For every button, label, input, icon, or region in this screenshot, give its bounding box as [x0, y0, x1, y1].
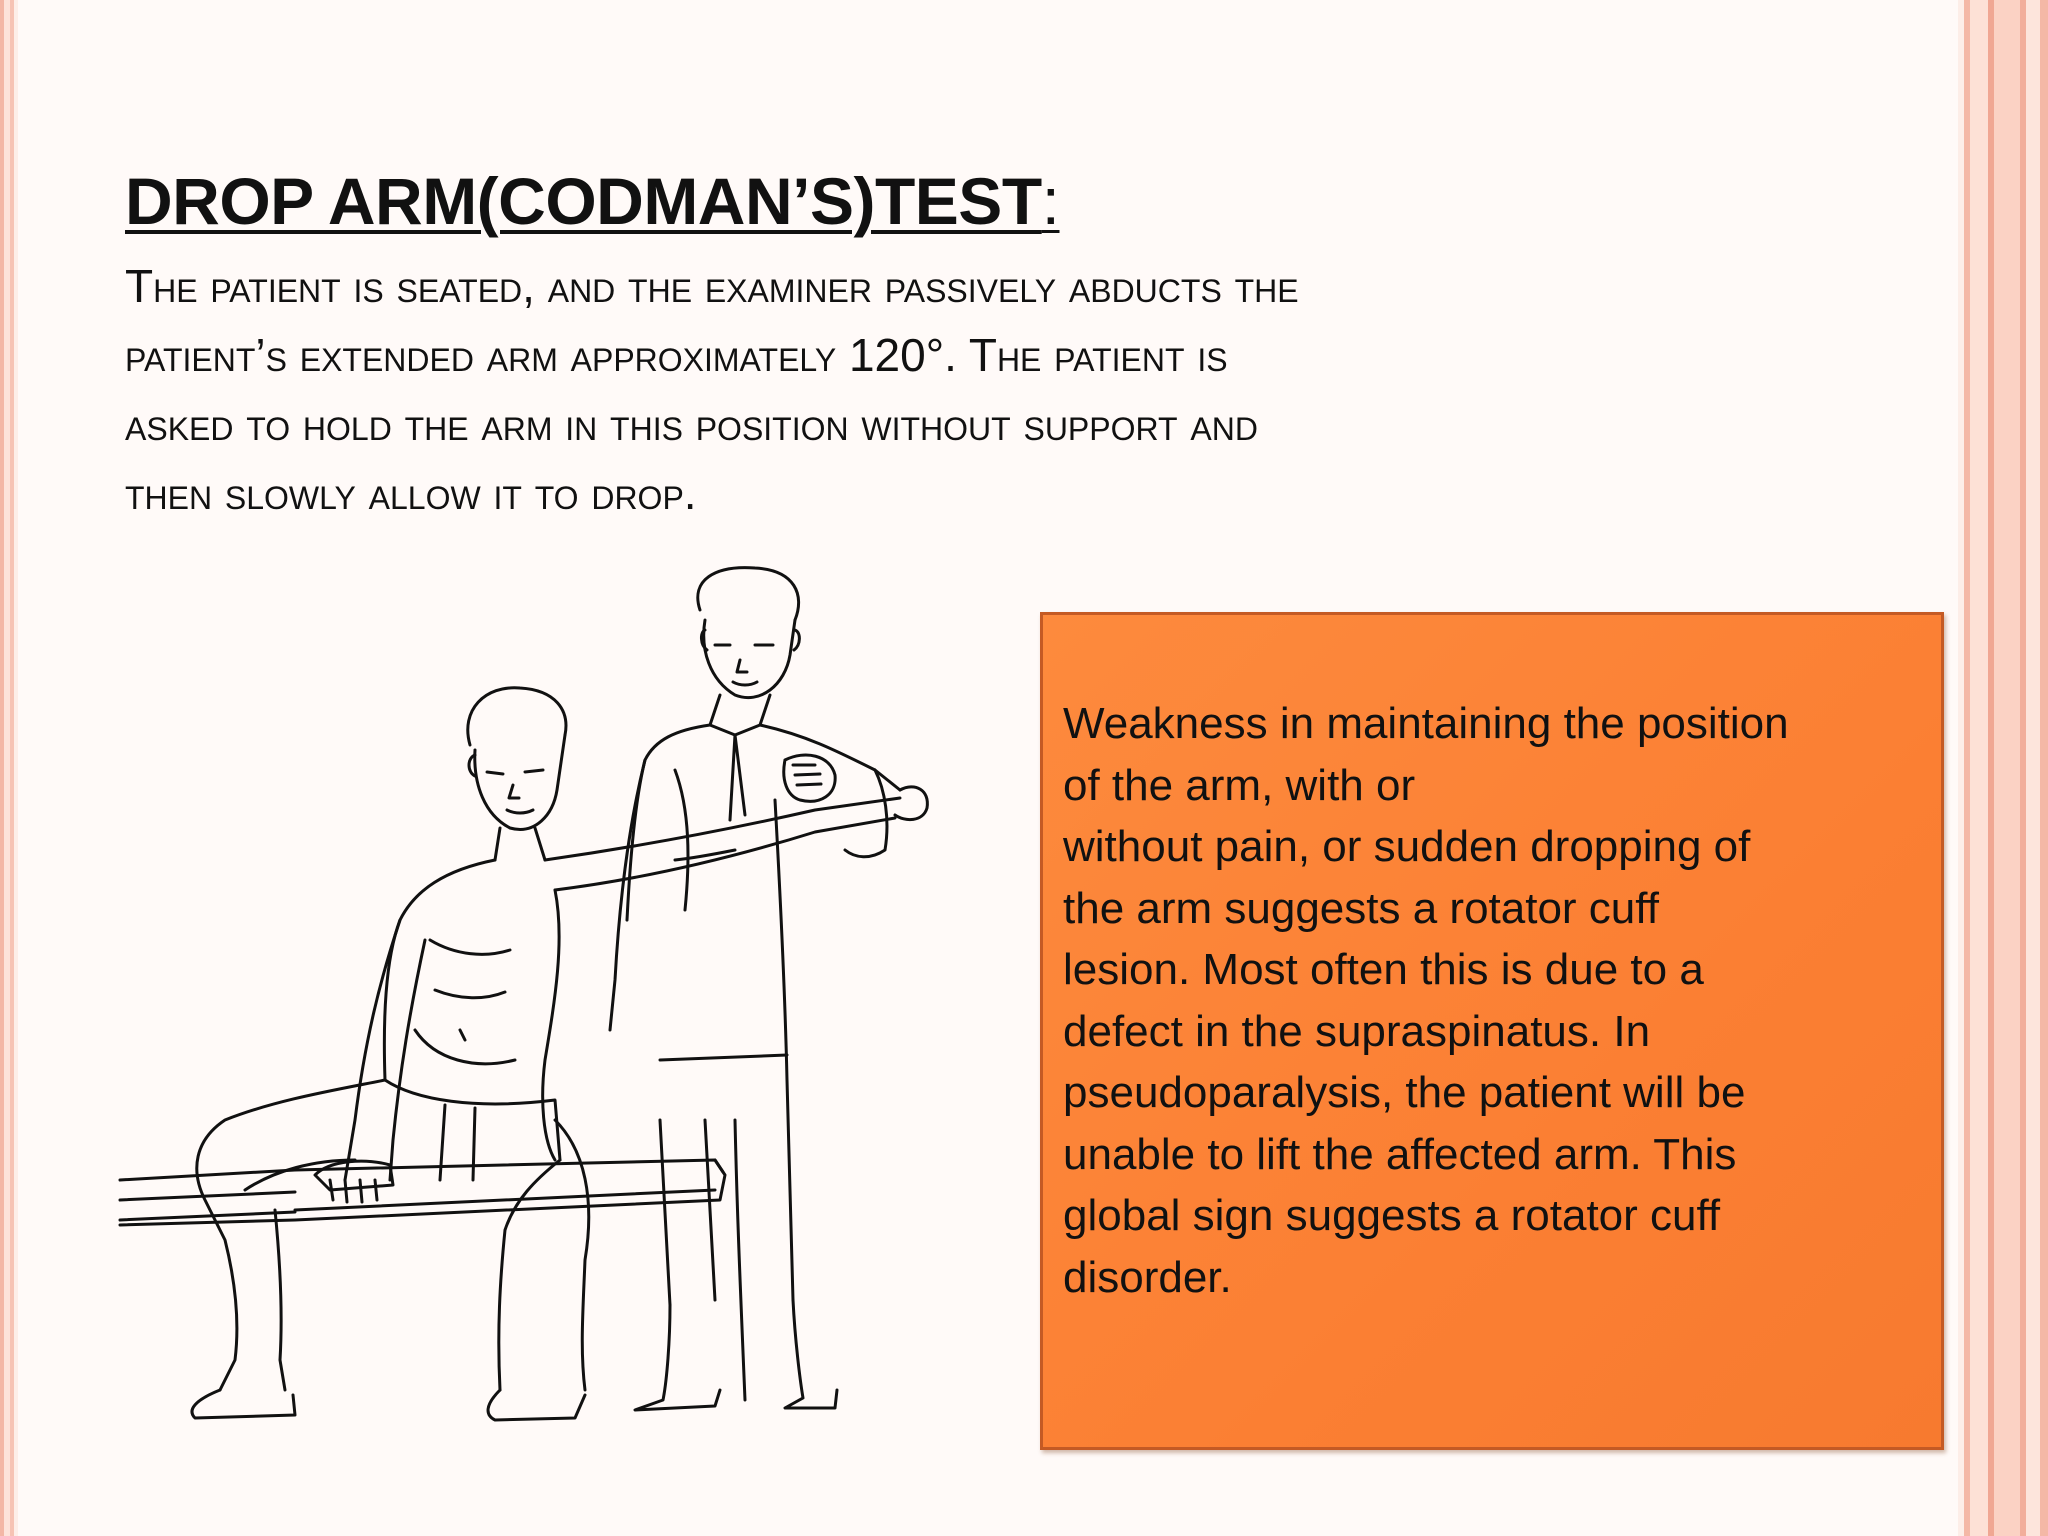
slide-frame-left: [0, 0, 18, 1536]
findings-line: pseudoparalysis, the patient will be: [1063, 1068, 1746, 1117]
bench-drawing: [120, 1160, 725, 1225]
findings-line: lesion. Most often this is due to a: [1063, 945, 1704, 994]
examiner-figure: [610, 568, 927, 1410]
description-line: asked to hold the arm in this position without support and: [125, 398, 1258, 450]
findings-line: defect in the supraspinatus. In: [1063, 1006, 1651, 1056]
slide-title-text: DROP ARM(CODMAN’S)TEST: [125, 164, 1042, 238]
slide-frame-right: [1958, 0, 2048, 1536]
findings-line: of the arm, with or: [1063, 760, 1416, 810]
findings-line: without pain, or sudden dropping of: [1063, 822, 1751, 871]
findings-line: the arm suggests a rotator cuff: [1063, 883, 1659, 933]
test-description: [125, 252, 1775, 528]
drop-arm-test-illustration: [115, 560, 995, 1430]
findings-line: global sign suggests a rotator cuff: [1063, 1191, 1721, 1240]
findings-text: [1063, 693, 1923, 1308]
slide-title: [125, 162, 1060, 240]
findings-line: Weakness in maintaining the position: [1063, 699, 1789, 748]
description-line: The patient is seated, and the examiner passively abducts the: [125, 260, 1299, 312]
description-line: patient’s extended arm approximately 120°. The patient is: [125, 329, 1228, 381]
findings-line: disorder.: [1063, 1252, 1232, 1302]
description-line: then slowly allow it to drop.: [125, 467, 697, 519]
slide-title-colon: :: [1041, 164, 1060, 238]
findings-line: unable to lift the affected arm. This: [1063, 1129, 1737, 1179]
findings-callout: [1040, 612, 1944, 1450]
